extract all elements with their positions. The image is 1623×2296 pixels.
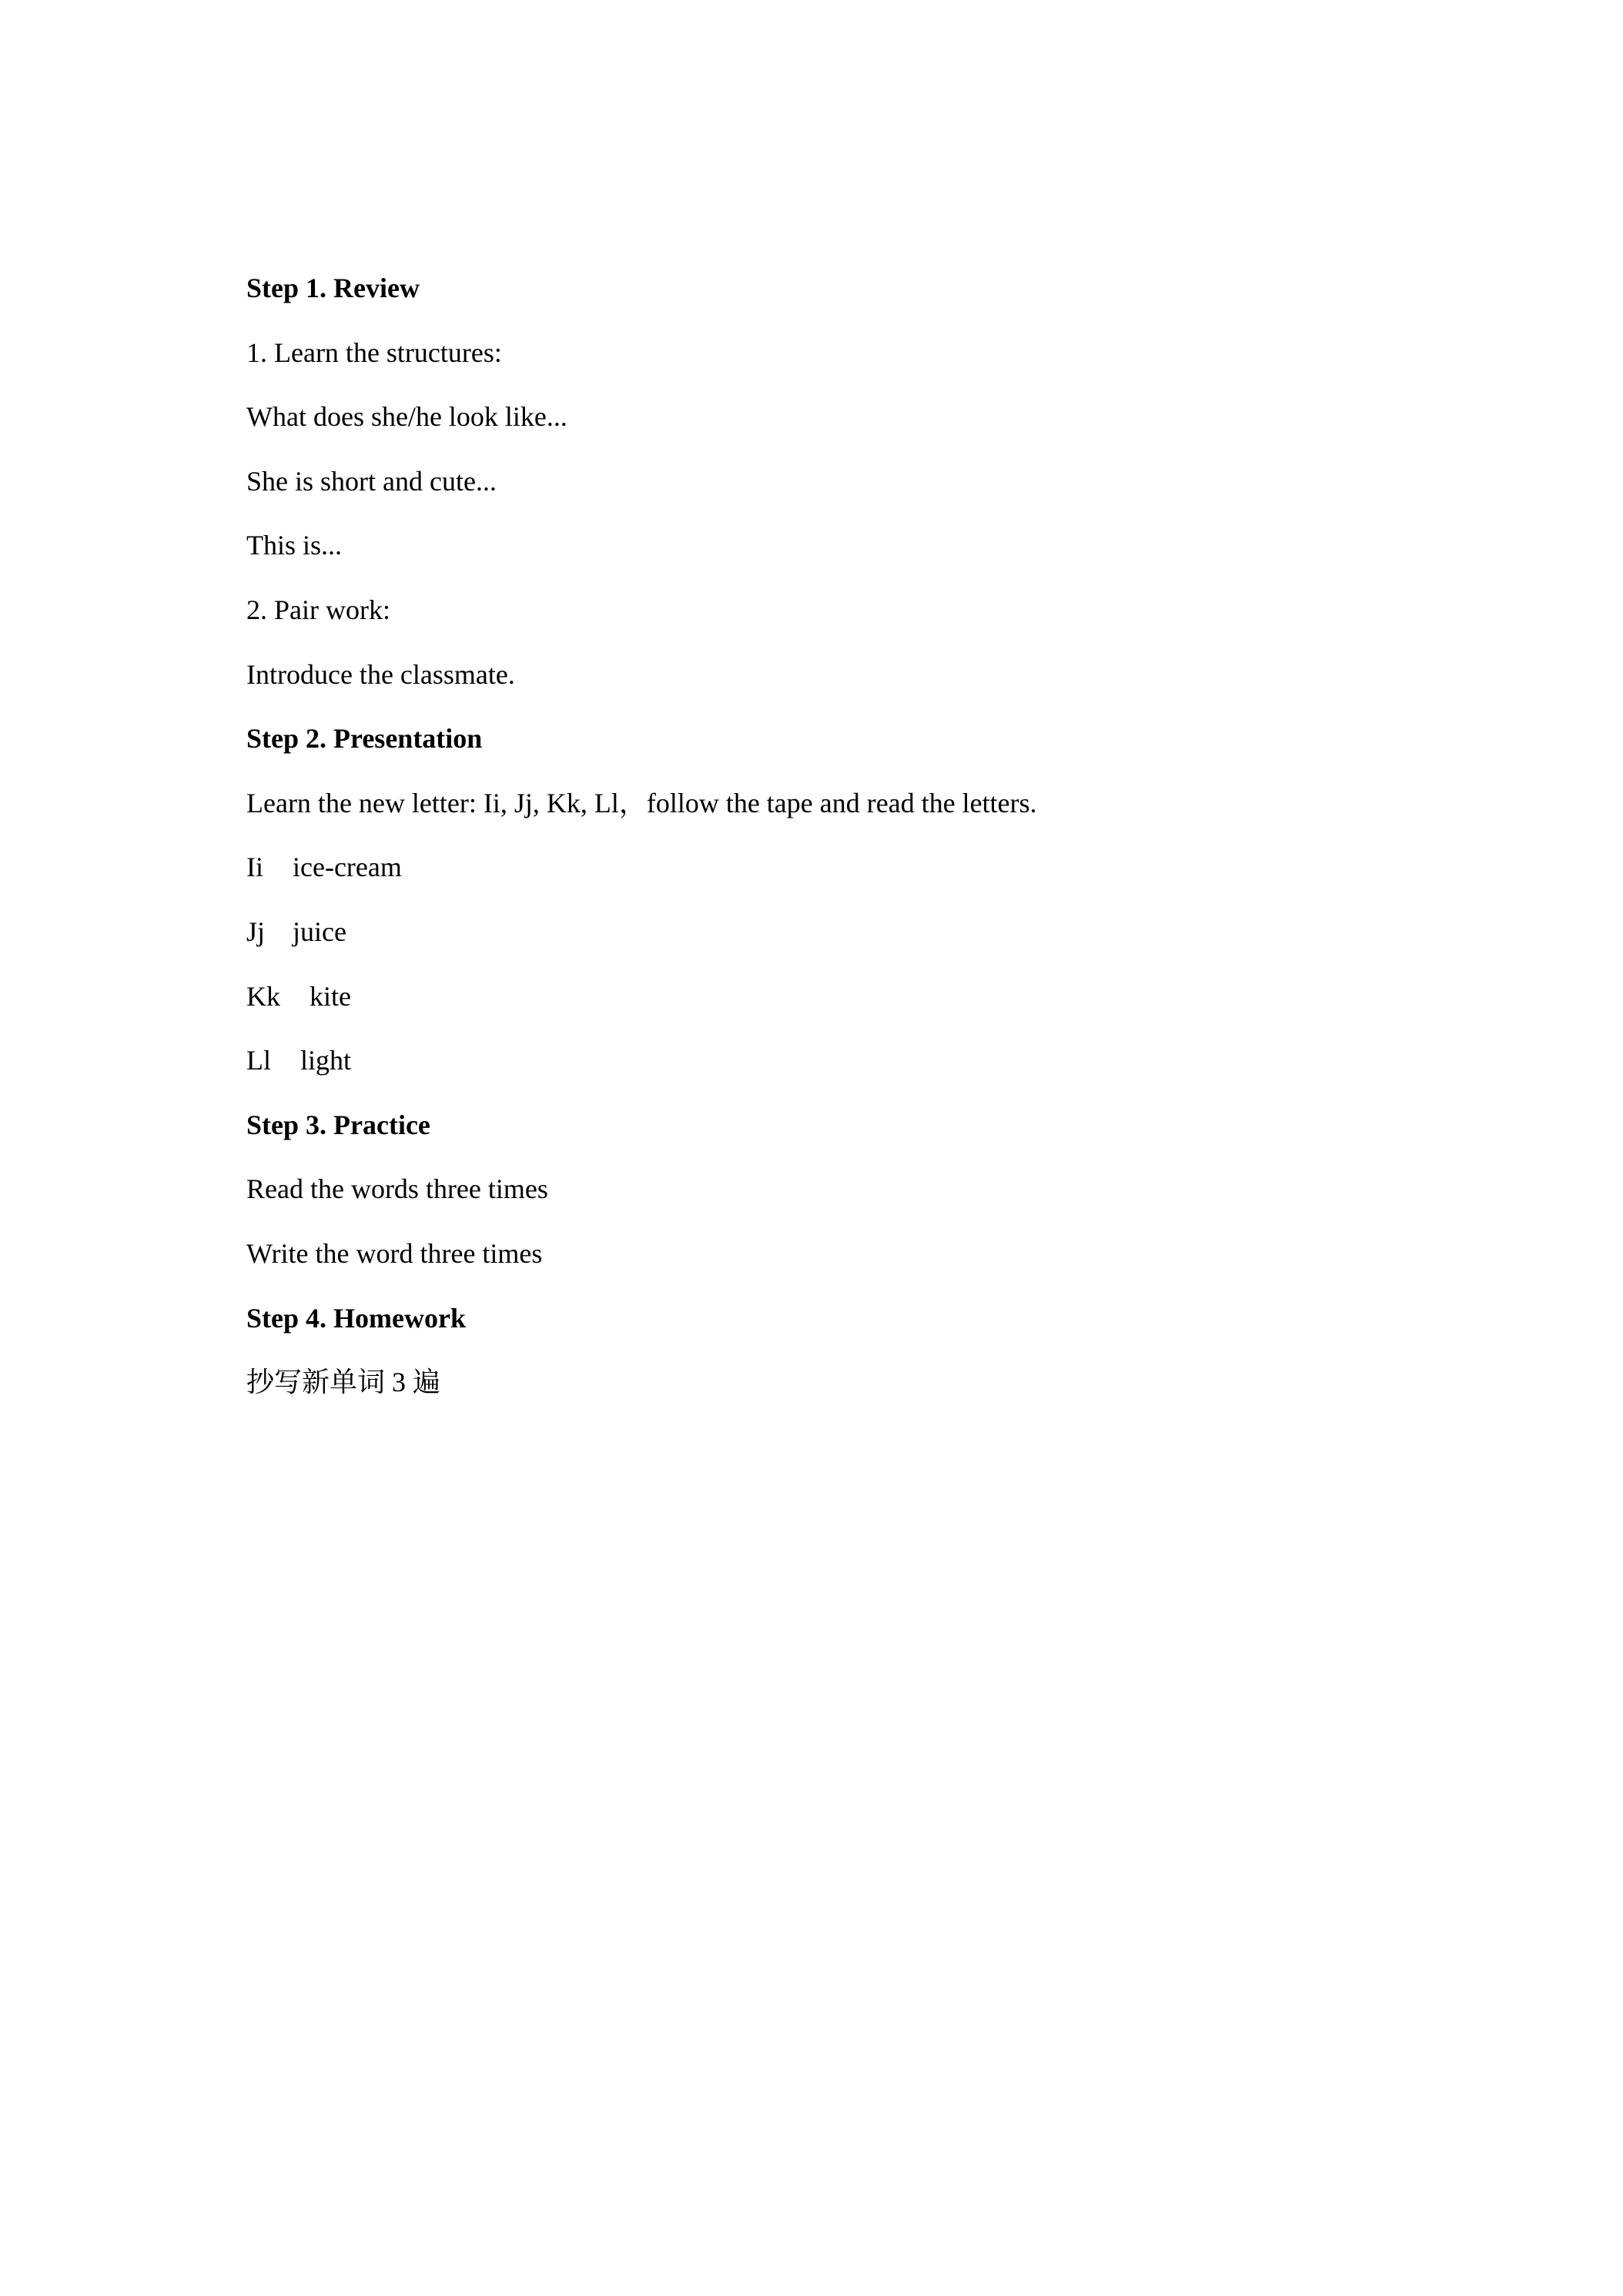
- example-word: ice-cream: [293, 852, 402, 883]
- letter-row: [246, 915, 1401, 949]
- paragraph: This is...: [246, 530, 343, 561]
- paragraph: She is short and cute...: [246, 465, 497, 497]
- heading-step-3: Step 3. Practice: [246, 1109, 430, 1140]
- letter-pair: Ii: [246, 852, 263, 883]
- example-word: juice: [293, 915, 346, 947]
- paragraph: Write the word three times: [246, 1237, 543, 1269]
- heading-step-2: Step 2. Presentation: [246, 723, 483, 755]
- paragraph: 抄写新单词 3 遍: [246, 1367, 441, 1398]
- paragraph: Introduce the classmate.: [246, 658, 515, 690]
- letter-pair: Jj: [246, 915, 266, 947]
- letter-row: [246, 979, 1401, 1013]
- letter-row: [246, 850, 1401, 884]
- letter-pair: Kk: [246, 980, 280, 1012]
- paragraph: 1. Learn the structures:: [246, 336, 502, 368]
- document-body: [246, 271, 1401, 1430]
- heading-step-1: Step 1. Review: [246, 273, 420, 303]
- example-word: light: [300, 1045, 352, 1076]
- example-word: kite: [310, 980, 351, 1012]
- paragraph: Read the words three times: [246, 1173, 548, 1205]
- letter-row: [246, 1043, 1401, 1077]
- paragraph: What does she/he look like...: [246, 401, 567, 433]
- paragraph: 2. Pair work:: [246, 594, 390, 625]
- letter-pair: Ll: [246, 1045, 271, 1076]
- paragraph: Learn the new letter: Ii, Jj, Kk, Ll，follow the tape and read the letters.: [246, 787, 1037, 818]
- heading-step-4: Step 4. Homework: [246, 1302, 466, 1334]
